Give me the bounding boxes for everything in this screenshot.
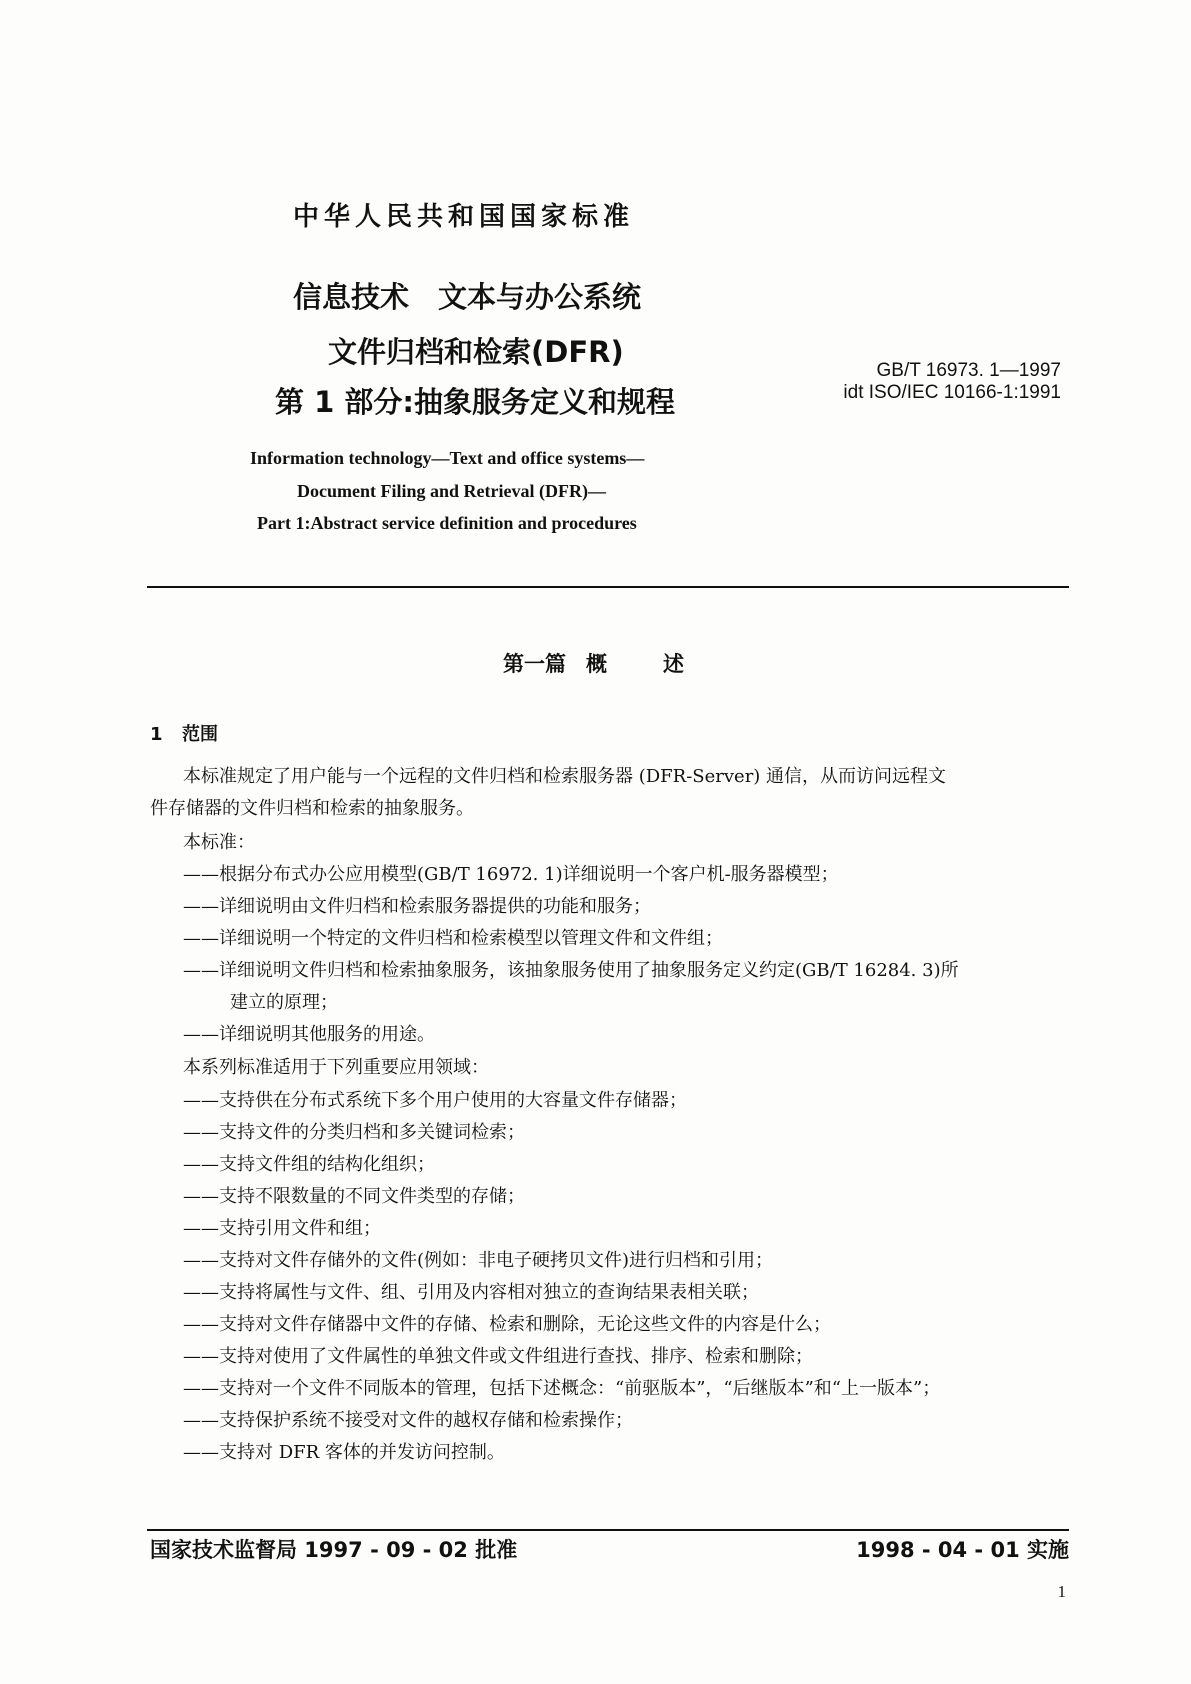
part-heading — [503, 648, 684, 678]
scope-item: ——详细说明文件归档和检索抽象服务，该抽象服务使用了抽象服务定义约定(GB/T 16284. 3)所 — [183, 960, 959, 981]
application-item: ——支持引用文件和组； — [183, 1218, 381, 1239]
cn-title-line-1: 信息技术 文本与办公系统 — [293, 280, 642, 314]
en-title-line-3: Part 1:Abstract service definition and procedures — [257, 513, 637, 533]
application-item: ——支持文件的分类归档和多关键词检索； — [183, 1122, 525, 1143]
section-number: 1 — [150, 724, 163, 745]
application-item: ——支持将属性与文件、组、引用及内容相对独立的查询结果表相关联； — [183, 1282, 759, 1303]
application-item: ——支持不限数量的不同文件类型的存储； — [183, 1186, 525, 1207]
national-standard-title: 中华人民共和国国家标准 — [293, 202, 635, 232]
scope-item: ——详细说明由文件归档和检索服务器提供的功能和服务； — [183, 896, 651, 917]
application-intro: 本系列标准适用于下列重要应用领域： — [183, 1057, 489, 1078]
this-standard-label: 本标准： — [183, 832, 255, 853]
scope-item: ——根据分布式办公应用模型(GB/T 16972. 1)详细说明一个客户机-服务器模型； — [183, 864, 839, 885]
scope-item: ——详细说明一个特定的文件归档和检索模型以管理文件和文件组； — [183, 928, 723, 949]
en-title-line-2: Document Filing and Retrieval (DFR)— — [297, 481, 606, 501]
header-divider — [147, 586, 1069, 588]
page-number: 1 — [1057, 1582, 1066, 1601]
part-heading-label: 第一篇 — [503, 652, 566, 676]
application-item: ——支持对文件存储器中文件的存储、检索和删除，无论这些文件的内容是什么； — [183, 1314, 831, 1335]
application-item: ——支持保护系统不接受对文件的越权存储和检索操作； — [183, 1410, 633, 1431]
part-heading-word-1: 概 — [586, 652, 607, 676]
en-title-line-1: Information technology—Text and office systems— — [250, 448, 645, 468]
effective-date-statement: 1998 - 04 - 01 实施 — [856, 1538, 1069, 1562]
intro-paragraph-line-1: 本标准规定了用户能与一个远程的文件归档和检索服务器 (DFR-Server) 通信，从而访问远程文 — [183, 766, 947, 787]
application-item: ——支持供在分布式系统下多个用户使用的大容量文件存储器； — [183, 1090, 687, 1111]
approval-statement: 国家技术监督局 1997 - 09 - 02 批准 — [150, 1538, 518, 1562]
section-heading — [150, 720, 218, 746]
scope-item: ——详细说明其他服务的用途。 — [183, 1024, 435, 1045]
iso-equivalent-code: idt ISO/IEC 10166-1:1991 — [843, 382, 1061, 403]
cn-title-line-2: 文件归档和检索(DFR) — [328, 335, 624, 369]
intro-paragraph-line-2: 件存储器的文件归档和检索的抽象服务。 — [150, 798, 474, 819]
application-item: ——支持对 DFR 客体的并发访问控制。 — [183, 1442, 505, 1463]
cn-title-line-3: 第 1 部分:抽象服务定义和规程 — [275, 385, 675, 419]
scope-item-continuation: 建立的原理； — [230, 992, 338, 1013]
application-item: ——支持对文件存储外的文件(例如：非电子硬拷贝文件)进行归档和引用； — [183, 1250, 774, 1271]
footer-divider — [147, 1529, 1069, 1531]
application-item: ——支持对使用了文件属性的单独文件或文件组进行查找、排序、检索和删除； — [183, 1346, 813, 1367]
application-item: ——支持对一个文件不同版本的管理，包括下述概念：“前驱版本”，“后继版本”和“上一版本”； — [183, 1378, 941, 1399]
section-title: 范围 — [182, 724, 218, 745]
standard-code: GB/T 16973. 1—1997 — [876, 360, 1061, 381]
part-heading-word-2: 述 — [663, 652, 684, 676]
application-item: ——支持文件组的结构化组织； — [183, 1154, 435, 1175]
